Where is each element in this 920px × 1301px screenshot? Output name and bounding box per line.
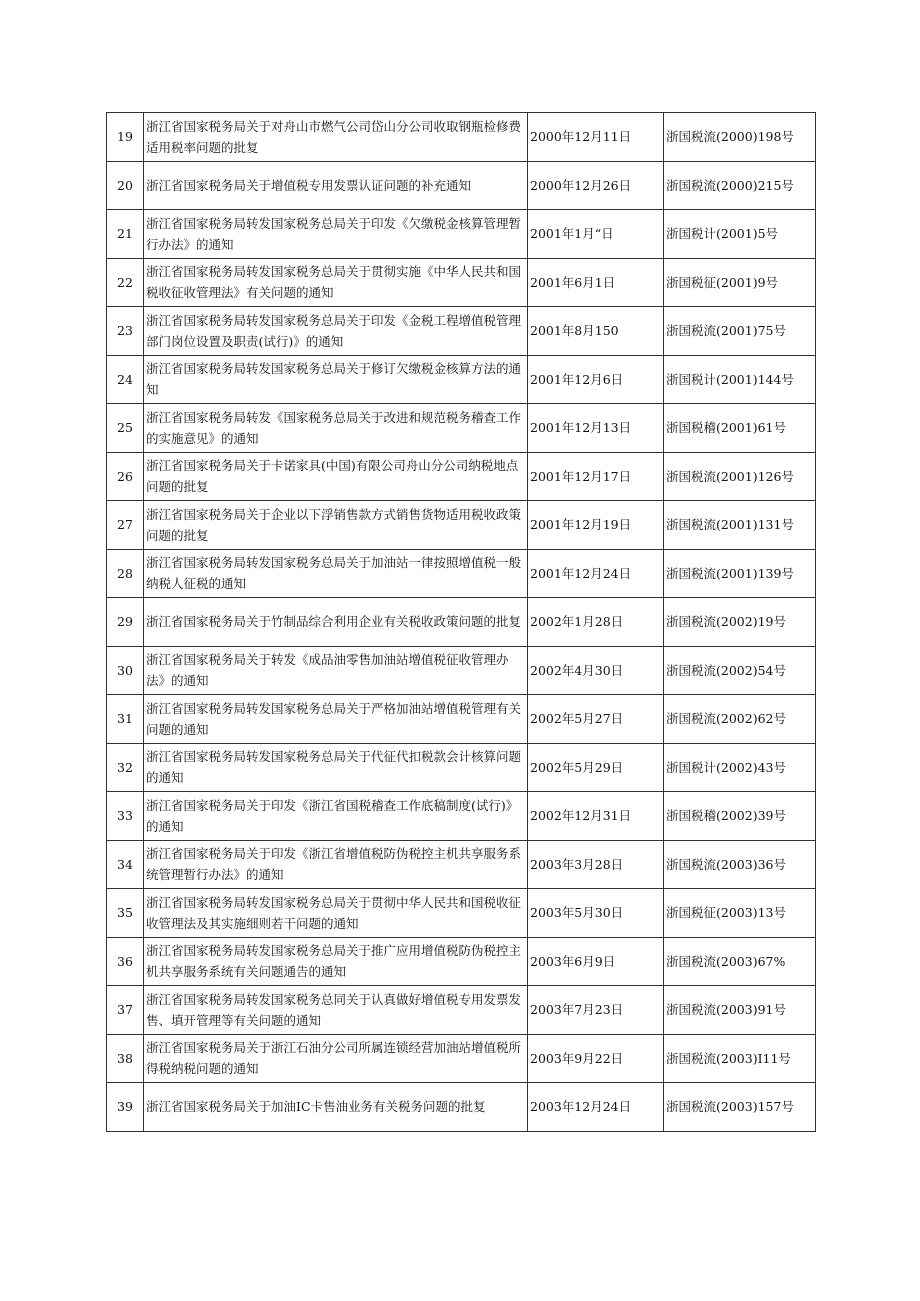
document-number: 浙国税流(2000)198号 <box>664 113 816 162</box>
row-number: 26 <box>107 452 144 501</box>
document-number: 浙国税流(2001)126号 <box>664 452 816 501</box>
issue-date: 2002年12月31日 <box>528 792 664 841</box>
issue-date: 2002年5月27日 <box>528 695 664 744</box>
row-number: 20 <box>107 161 144 210</box>
table-row <box>107 743 816 792</box>
row-number: 27 <box>107 501 144 550</box>
row-number: 24 <box>107 355 144 404</box>
row-number: 35 <box>107 889 144 938</box>
document-table <box>106 112 816 1132</box>
table-row <box>107 549 816 598</box>
issue-date: 2001年6月1日 <box>528 258 664 307</box>
table-row <box>107 307 816 356</box>
document-title: 浙江省国家税务局关于对舟山市燃气公司岱山分公司收取钢瓶检修费适用税率问题的批复 <box>144 113 528 162</box>
table-row <box>107 501 816 550</box>
document-title: 浙江省国家税务局转发国家税务总同关于认真做好增值税专用发票发售、填开管理等有关问题的通知 <box>144 986 528 1035</box>
document-title: 浙江省国家税务局转发国家税务总局关于严格加油站增值税管理有关问题的通知 <box>144 695 528 744</box>
table-row <box>107 404 816 453</box>
row-number: 32 <box>107 743 144 792</box>
document-number: 浙国税流(2002)19号 <box>664 598 816 647</box>
table-row <box>107 695 816 744</box>
table-row <box>107 1034 816 1083</box>
table-row <box>107 452 816 501</box>
document-number: 浙国税征(2003)13号 <box>664 889 816 938</box>
table-row <box>107 598 816 647</box>
document-title: 浙江省国家税务局关于竹制品综合利用企业有关税收政策问题的批复 <box>144 598 528 647</box>
table-row <box>107 1083 816 1132</box>
document-title: 浙江省国家税务局关于企业以下浮销售款方式销售货物适用税收政策问题的批复 <box>144 501 528 550</box>
document-number: 浙国税流(2002)62号 <box>664 695 816 744</box>
document-number: 浙国税流(2003)67% <box>664 937 816 986</box>
row-number: 37 <box>107 986 144 1035</box>
document-number: 浙国税流(2000)215号 <box>664 161 816 210</box>
document-number: 浙国税流(2003)91号 <box>664 986 816 1035</box>
document-number: 浙国税稽(2002)39号 <box>664 792 816 841</box>
row-number: 29 <box>107 598 144 647</box>
row-number: 19 <box>107 113 144 162</box>
issue-date: 2003年7月23日 <box>528 986 664 1035</box>
document-number: 浙国税计(2002)43号 <box>664 743 816 792</box>
row-number: 21 <box>107 210 144 259</box>
document-number: 浙国税计(2001)144号 <box>664 355 816 404</box>
issue-date: 2001年12月13日 <box>528 404 664 453</box>
document-title: 浙江省国家税务局转发国家税务总局关于贯彻中华人民共和国税收征收管理法及其实施细则若干问题的通知 <box>144 889 528 938</box>
row-number: 23 <box>107 307 144 356</box>
document-title: 浙江省国家税务局关于增值税专用发票认证问题的补充通知 <box>144 161 528 210</box>
table-row <box>107 646 816 695</box>
table-row <box>107 937 816 986</box>
document-title: 浙江省国家税务局转发国家税务总局关于贯彻实施《中华人民共和国税收征收管理法》有关问题的通知 <box>144 258 528 307</box>
issue-date: 2001年12月6日 <box>528 355 664 404</box>
table-row <box>107 792 816 841</box>
issue-date: 2001年1月“日 <box>528 210 664 259</box>
document-title: 浙江省国家税务局转发《国家税务总局关于改进和规范税务稽查工作的实施意见》的通知 <box>144 404 528 453</box>
document-number: 浙国税计(2001)5号 <box>664 210 816 259</box>
table-body <box>107 113 816 1132</box>
document-title: 浙江省国家税务局转发国家税务总局关于推广应用增值税防伪税控主机共享服务系统有关问题通告的通知 <box>144 937 528 986</box>
issue-date: 2003年12月24日 <box>528 1083 664 1132</box>
issue-date: 2002年4月30日 <box>528 646 664 695</box>
table-row <box>107 986 816 1035</box>
document-number: 浙国税流(2003)I11号 <box>664 1034 816 1083</box>
document-number: 浙国税流(2001)75号 <box>664 307 816 356</box>
issue-date: 2003年6月9日 <box>528 937 664 986</box>
table-row <box>107 113 816 162</box>
document-title: 浙江省国家税务局转发国家税务总局关于加油站一律按照增值税一般纳税人征税的通知 <box>144 549 528 598</box>
document-number: 浙国税征(2001)9号 <box>664 258 816 307</box>
document-number: 浙国税流(2002)54号 <box>664 646 816 695</box>
table-row <box>107 840 816 889</box>
row-number: 28 <box>107 549 144 598</box>
table-row <box>107 161 816 210</box>
document-title: 浙江省国家税务局转发国家税务总局关于印发《欠缴税金核算管理暂行办法》的通知 <box>144 210 528 259</box>
row-number: 36 <box>107 937 144 986</box>
document-number: 浙国税流(2001)139号 <box>664 549 816 598</box>
row-number: 38 <box>107 1034 144 1083</box>
issue-date: 2001年12月17日 <box>528 452 664 501</box>
issue-date: 2003年9月22日 <box>528 1034 664 1083</box>
issue-date: 2003年3月28日 <box>528 840 664 889</box>
document-title: 浙江省国家税务局关于印发《浙江省国税稽查工作底稿制度(试行)》的通知 <box>144 792 528 841</box>
document-number: 浙国税流(2001)131号 <box>664 501 816 550</box>
document-number: 浙国税稽(2001)61号 <box>664 404 816 453</box>
row-number: 31 <box>107 695 144 744</box>
issue-date: 2001年12月24日 <box>528 549 664 598</box>
issue-date: 2001年8月150 <box>528 307 664 356</box>
document-title: 浙江省国家税务局关于加油IC卡售油业务有关税务问题的批复 <box>144 1083 528 1132</box>
issue-date: 2003年5月30日 <box>528 889 664 938</box>
document-number: 浙国税流(2003)157号 <box>664 1083 816 1132</box>
row-number: 33 <box>107 792 144 841</box>
document-title: 浙江省国家税务局转发国家税务总局关于代征代扣税款会计核算问题的通知 <box>144 743 528 792</box>
row-number: 39 <box>107 1083 144 1132</box>
document-title: 浙江省国家税务局关于卡诺家具(中国)有限公司舟山分公司纳税地点问题的批复 <box>144 452 528 501</box>
issue-date: 2002年5月29日 <box>528 743 664 792</box>
issue-date: 2001年12月19日 <box>528 501 664 550</box>
document-title: 浙江省国家税务局关于浙江石油分公司所属连锁经营加油站增值税所得税纳税问题的通知 <box>144 1034 528 1083</box>
table-row <box>107 889 816 938</box>
document-title: 浙江省国家税务局关于转发《成品油零售加油站增值税征收管理办法》的通知 <box>144 646 528 695</box>
document-number: 浙国税流(2003)36号 <box>664 840 816 889</box>
document-title: 浙江省国家税务局转发国家税务总局关于修订欠缴税金核算方法的通知 <box>144 355 528 404</box>
row-number: 34 <box>107 840 144 889</box>
row-number: 25 <box>107 404 144 453</box>
row-number: 30 <box>107 646 144 695</box>
table-row <box>107 355 816 404</box>
table-row <box>107 210 816 259</box>
issue-date: 2000年12月26日 <box>528 161 664 210</box>
issue-date: 2000年12月11日 <box>528 113 664 162</box>
document-title: 浙江省国家税务局关于印发《浙江省增值税防伪税控主机共享服务系统管理暂行办法》的通知 <box>144 840 528 889</box>
table-row <box>107 258 816 307</box>
issue-date: 2002年1月28日 <box>528 598 664 647</box>
row-number: 22 <box>107 258 144 307</box>
document-title: 浙江省国家税务局转发国家税务总局关于印发《金税工程增值税管理部门岗位设置及职责(试行)》的通知 <box>144 307 528 356</box>
